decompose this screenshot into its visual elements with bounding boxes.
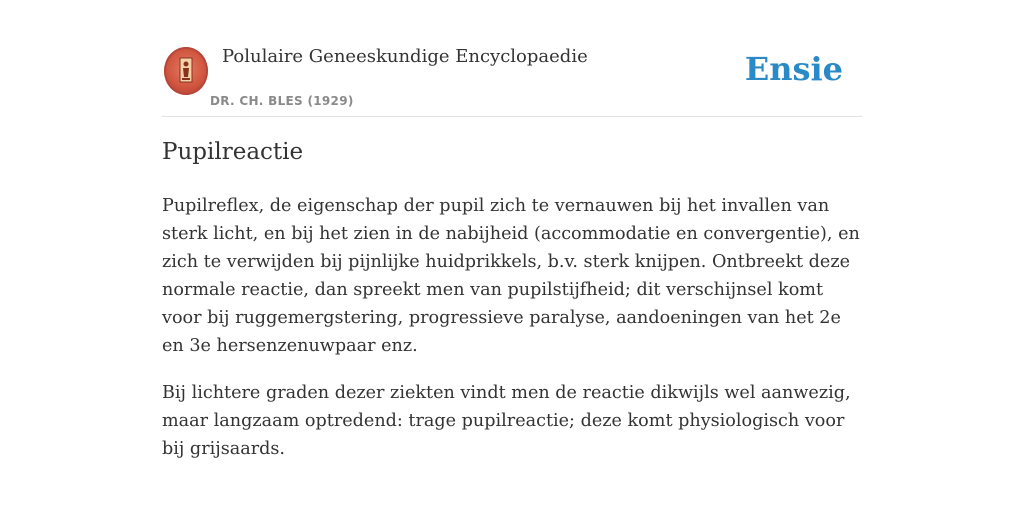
entry-content bbox=[162, 192, 862, 482]
entry-title: Pupilreactie bbox=[162, 139, 304, 165]
book-cover-image[interactable] bbox=[164, 47, 208, 95]
book-author: DR. CH. BLES (1929) bbox=[210, 94, 354, 108]
entry-paragraph: Pupilreflex, de eigenschap der pupil zich te vernauwen bij het invallen van sterk licht, en bij het zien in de nabijheid (accommodatie en convergentie), en zich te verwijden bij pijnlijke huidprikkels, b.v. sterk knijpen. Ontbreekt deze normale reactie, dan spreekt men van pupilstijfheid; dit verschijnsel komt voor bij ruggemergstering, progressieve paralyse, aandoeningen van het 2e en 3e hersenzenuwpaar enz. bbox=[162, 196, 860, 356]
brand-logo[interactable]: Ensie bbox=[744, 50, 843, 88]
header bbox=[162, 40, 862, 117]
entry-paragraph: Bij lichtere graden dezer ziekten vindt men de reactie dikwijls wel aanwezig, maar langzaam optredend: trage pupilreactie; deze komt physiologisch voor bij grijsaards. bbox=[162, 383, 851, 459]
book-title[interactable]: Polulaire Geneeskundige Encyclopaedie bbox=[222, 46, 588, 67]
book-cover-emblem-icon bbox=[179, 57, 193, 83]
